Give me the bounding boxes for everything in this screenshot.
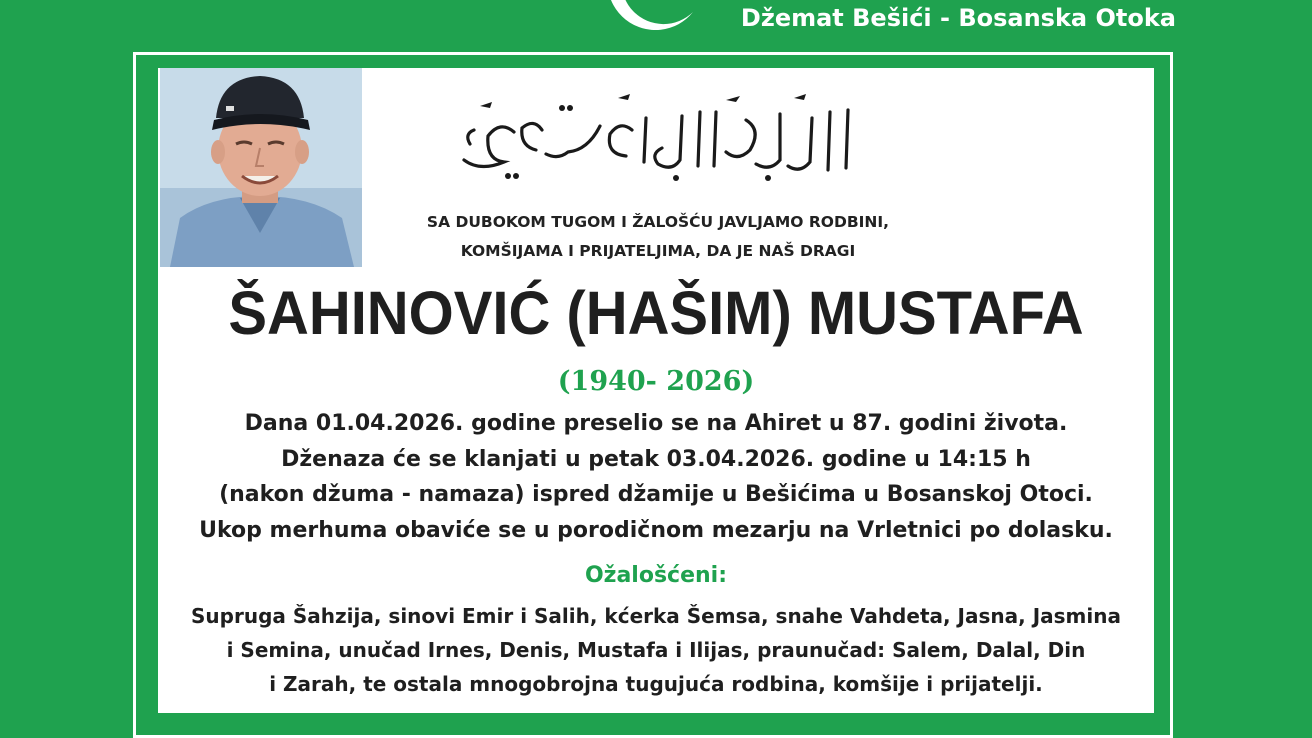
arabic-calligraphy-icon — [450, 90, 870, 188]
portrait-photo — [160, 68, 362, 267]
announcement-body — [158, 406, 1154, 548]
body-line: Ukop merhuma obaviće se u porodičnom mezarju na Vrletnici po dolasku. — [199, 517, 1113, 543]
body-line: Dženaza će se klanjati u petak 03.04.2026. godine u 14:15 h — [281, 446, 1031, 472]
crescent-logo-icon — [598, 0, 708, 42]
mourners-line: i Semina, unučad Irnes, Denis, Mustafa i Ilijas, praunučad: Salem, Dalal, Din — [226, 638, 1086, 662]
body-line: (nakon džuma - namaza) ispred džamije u Bešićima u Bosanskoj Otoci. — [219, 482, 1093, 507]
organization-name: Džemat Bešići - Bosanska Otoka — [740, 4, 1176, 32]
mourners-line: i Zarah, te ostala mnogobrojna tugujuća rodbina, komšije i prijatelji. — [269, 672, 1043, 696]
intro-line: SA DUBOKOM TUGOM I ŽALOŠĆU JAVLJAMO RODBINI, — [426, 213, 890, 231]
intro-text — [368, 208, 948, 266]
mourners-heading: Ožalošćeni: — [584, 563, 728, 588]
intro-line: KOMŠIJAMA I PRIJATELJIMA, DA JE NAŠ DRAGI — [460, 242, 856, 260]
life-years: (1940- 2026) — [557, 366, 755, 397]
deceased-name: ŠAHINOVIĆ (HAŠIM) MUSTAFA — [228, 279, 1084, 347]
mourners-list — [158, 599, 1154, 701]
obituary-panel — [158, 68, 1154, 713]
mourners-line: Supruga Šahzija, sinovi Emir i Salih, kćerka Šemsa, snahe Vahdeta, Jasna, Jasmina — [191, 604, 1121, 628]
body-line: Dana 01.04.2026. godine preselio se na Ahiret u 87. godini života. — [244, 411, 1068, 436]
